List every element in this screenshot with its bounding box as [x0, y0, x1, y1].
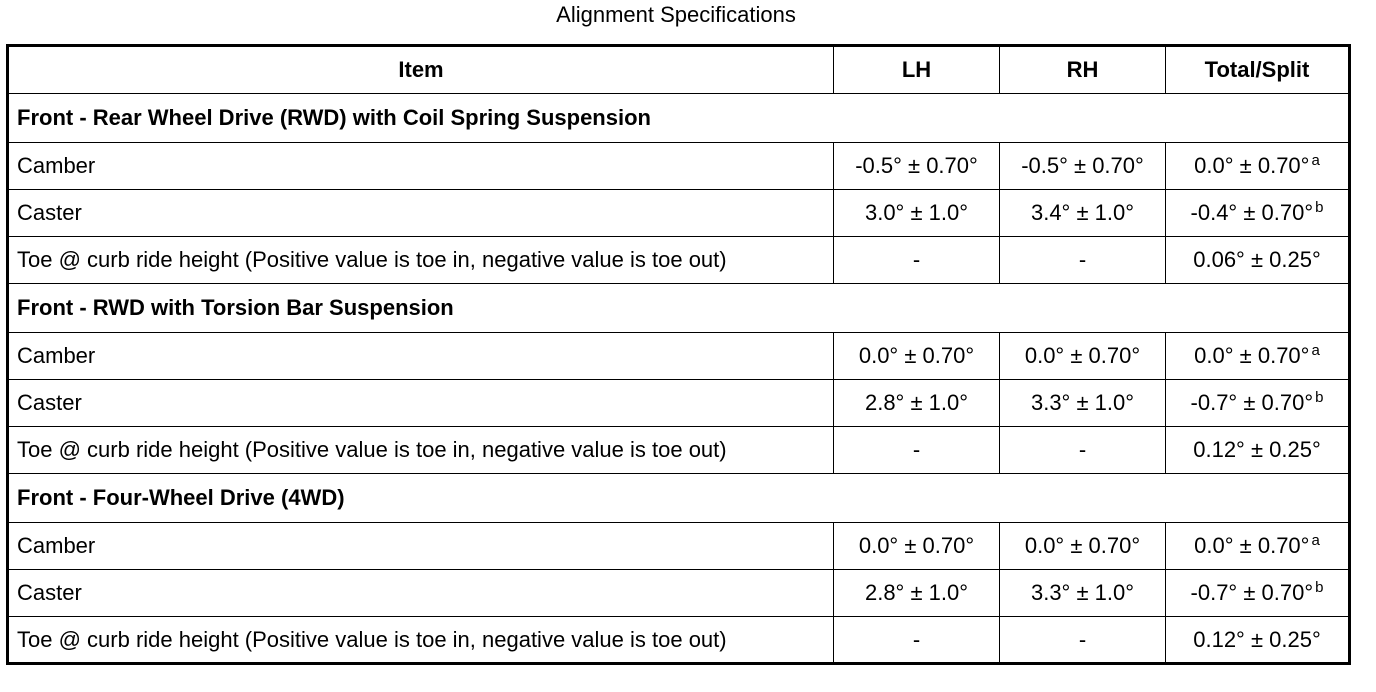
- total-split-value: 0.0° ± 0.70°: [1194, 343, 1310, 368]
- table-header-row: [8, 46, 1350, 94]
- total-split-value: -0.7° ± 0.70°: [1190, 580, 1314, 605]
- lh-cell: -0.5° ± 0.70°: [834, 143, 1000, 190]
- rh-cell: 0.0° ± 0.70°: [1000, 333, 1166, 380]
- item-cell: Camber: [8, 143, 834, 190]
- total-split-cell: [1166, 333, 1350, 380]
- footnote-marker: a: [1311, 342, 1320, 359]
- lh-cell: -: [834, 427, 1000, 474]
- lh-cell: -: [834, 237, 1000, 284]
- total-split-value: -0.7° ± 0.70°: [1190, 390, 1314, 415]
- alignment-spec-table: [6, 44, 1351, 665]
- table-row: [8, 570, 1350, 617]
- total-split-value: 0.12° ± 0.25°: [1193, 626, 1321, 652]
- item-cell: Caster: [8, 380, 834, 427]
- table-row: [8, 237, 1350, 284]
- table-row: [8, 617, 1350, 664]
- rh-cell: -: [1000, 617, 1166, 664]
- page-title: Alignment Specifications: [556, 2, 796, 27]
- section-heading-row: [8, 284, 1350, 333]
- item-cell: Caster: [8, 190, 834, 237]
- rh-cell: -0.5° ± 0.70°: [1000, 143, 1166, 190]
- lh-cell: 2.8° ± 1.0°: [834, 570, 1000, 617]
- section-heading-row: [8, 474, 1350, 523]
- section-heading: Front - RWD with Torsion Bar Suspension: [8, 284, 1350, 333]
- total-split-cell: [1166, 523, 1350, 570]
- item-cell: Caster: [8, 570, 834, 617]
- table-row: [8, 427, 1350, 474]
- rh-cell: -: [1000, 237, 1166, 284]
- total-split-cell: [1166, 237, 1350, 284]
- table-row: [8, 333, 1350, 380]
- item-cell: Toe @ curb ride height (Positive value is toe in, negative value is toe out): [8, 237, 834, 284]
- column-header-total-split: Total/Split: [1166, 46, 1350, 94]
- section-heading: Front - Four-Wheel Drive (4WD): [8, 474, 1350, 523]
- section-heading: Front - Rear Wheel Drive (RWD) with Coil Spring Suspension: [8, 94, 1350, 143]
- item-cell: Toe @ curb ride height (Positive value is toe in, negative value is toe out): [8, 617, 834, 664]
- rh-cell: 3.3° ± 1.0°: [1000, 380, 1166, 427]
- table-row: [8, 143, 1350, 190]
- total-split-cell: [1166, 190, 1350, 237]
- total-split-cell: [1166, 427, 1350, 474]
- table-row: [8, 190, 1350, 237]
- total-split-value: 0.0° ± 0.70°: [1194, 533, 1310, 558]
- footnote-marker: a: [1311, 532, 1320, 549]
- total-split-value: -0.4° ± 0.70°: [1190, 200, 1314, 225]
- item-cell: Toe @ curb ride height (Positive value is toe in, negative value is toe out): [8, 427, 834, 474]
- lh-cell: 0.0° ± 0.70°: [834, 523, 1000, 570]
- total-split-cell: [1166, 380, 1350, 427]
- total-split-value: 0.06° ± 0.25°: [1193, 247, 1321, 272]
- table-row: [8, 523, 1350, 570]
- lh-cell: 2.8° ± 1.0°: [834, 380, 1000, 427]
- column-header-rh: RH: [1000, 46, 1166, 94]
- footnote-marker: b: [1315, 579, 1324, 596]
- total-split-value: 0.0° ± 0.70°: [1194, 153, 1310, 178]
- item-cell: Camber: [8, 523, 834, 570]
- column-header-lh: LH: [834, 46, 1000, 94]
- item-cell: Camber: [8, 333, 834, 380]
- total-split-cell: [1166, 570, 1350, 617]
- rh-cell: 0.0° ± 0.70°: [1000, 523, 1166, 570]
- lh-cell: 3.0° ± 1.0°: [834, 190, 1000, 237]
- footnote-marker: b: [1315, 389, 1324, 406]
- table-row: [8, 380, 1350, 427]
- column-header-item: Item: [8, 46, 834, 94]
- total-split-value: 0.12° ± 0.25°: [1193, 437, 1321, 462]
- footnote-marker: a: [1311, 152, 1320, 169]
- rh-cell: -: [1000, 427, 1166, 474]
- section-heading-row: [8, 94, 1350, 143]
- rh-cell: 3.4° ± 1.0°: [1000, 190, 1166, 237]
- total-split-cell: [1166, 617, 1350, 664]
- lh-cell: -: [834, 617, 1000, 664]
- total-split-cell: [1166, 143, 1350, 190]
- footnote-marker: b: [1315, 199, 1324, 216]
- rh-cell: 3.3° ± 1.0°: [1000, 570, 1166, 617]
- lh-cell: 0.0° ± 0.70°: [834, 333, 1000, 380]
